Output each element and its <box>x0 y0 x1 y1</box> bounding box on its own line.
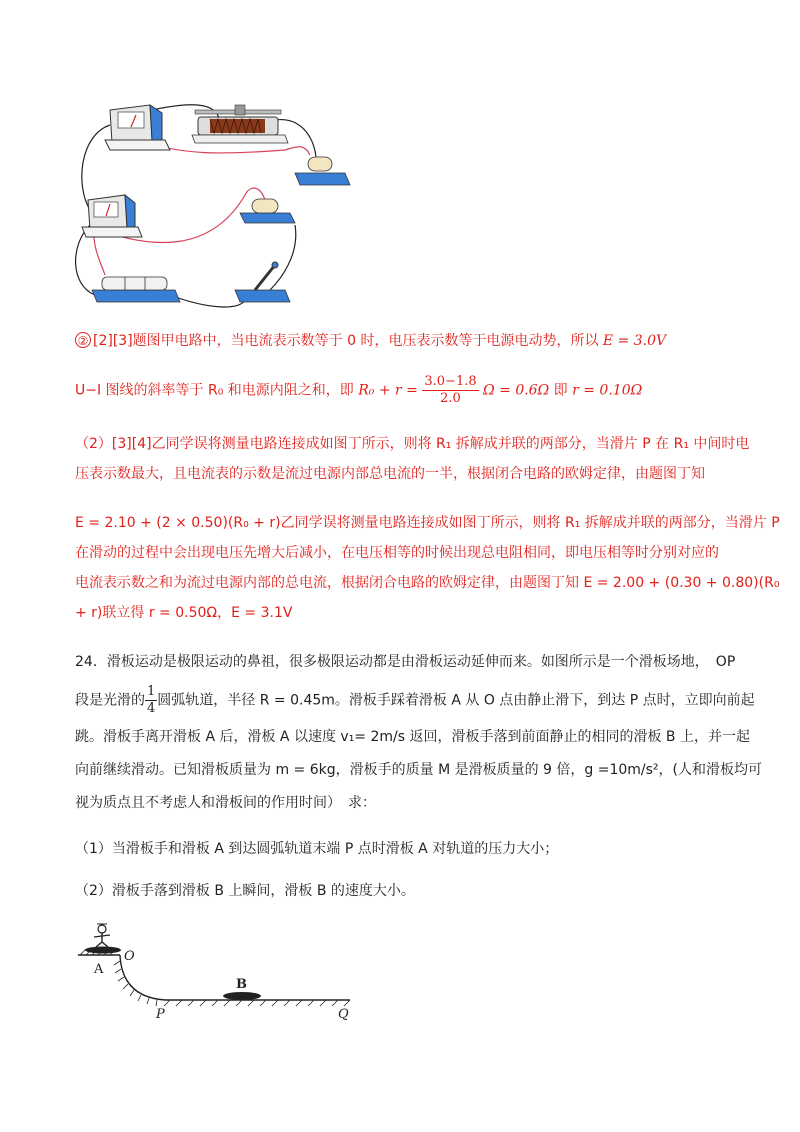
ammeter-icon <box>105 105 170 150</box>
analysis-line-6: 在滑动的过程中会出现电压先增大后减小，在电压相等的时候出现总电阻相同，即电压相等时分别对应的 <box>75 545 719 561</box>
fraction: $\frac{3.0-1.8}{2.0}$ <box>424 374 477 406</box>
analysis-line-4: 压表示数最大，且电流表的示数是流过电源内部总电流的一半，根据闭合电路的欧姆定律，由题图丁知 <box>75 466 705 482</box>
resistor-icon <box>240 199 295 223</box>
quarter-fraction: $\frac{1}{4}$ <box>147 684 156 716</box>
question-line-4: 向前继续滑动。已知滑板质量为 m = 6kg，滑板手的质量 M 是滑板质量的 9 倍，g =10m/s²，(人和滑板均可 <box>75 762 763 778</box>
analysis-line-7: 电流表示数之和为流过电源内部的总电流，根据闭合电路的欧姆定律，由题图丁知 E = 2.00 + (0.30 + 0.80)(R₀ <box>75 575 780 591</box>
resistor-icon <box>295 157 350 185</box>
label-o: O <box>124 949 135 964</box>
analysis-line-1: ② [2][3]题图甲电路中，当电流表示数等于 0 时，电压表示数等于电源电动势，所以 E = 3.0V <box>75 330 666 350</box>
sub-question-2: （2）滑板手落到滑板 B 上瞬间，滑板 B 的速度大小。 <box>75 883 415 899</box>
question-line-5: 视为质点且不考虑人和滑板间的作用时间） 求： <box>75 795 376 811</box>
analysis-line-5: E = 2.10 + (2 × 0.50)(R₀ + r)乙同学误将测量电路连接成如图丁所示，则将 R₁ 拆解成并联的两部分，当滑片 P <box>75 515 780 531</box>
question-line-3: 跳。滑板手离开滑板 A 后，滑板 A 以速度 v₁= 2m/s 返回，滑板手落到前面静止的相同的滑板 B 上，并一起 <box>75 729 750 745</box>
question-line-1: 24．滑板运动是极限运动的鼻祖，很多极限运动都是由滑板运动延伸而来。如图所示是一个滑板场地， OP <box>75 654 736 670</box>
board-b-icon <box>223 992 261 1000</box>
skater-icon <box>85 924 121 954</box>
battery-icon <box>92 277 180 302</box>
switch-icon <box>235 262 290 302</box>
circuit-diagram <box>70 95 360 310</box>
voltmeter-icon <box>82 195 142 237</box>
sub-question-1: （1）当滑板手和滑板 A 到达圆弧轨道末端 P 点时滑板 A 对轨道的压力大小； <box>75 841 559 857</box>
question-line-2: 段是光滑的 $\frac{1}{4}$ 圆弧轨道，半径 R = 0.45m。滑板手踩着滑板 A 从 O 点由静止滑下，到达 P 点时，立即向前起 <box>75 684 755 716</box>
rheostat-icon <box>192 105 288 143</box>
label-q: Q <box>338 1007 349 1022</box>
skate-track-diagram <box>70 915 370 1030</box>
analysis-line-3: （2）[3][4]乙同学误将测量电路连接成如图丁所示，则将 R₁ 拆解成并联的两部分，当滑片 P 在 R₁ 中间时电 <box>75 436 750 452</box>
analysis-line-8: + r)联立得 r = 0.50Ω，E = 3.1V <box>75 605 293 621</box>
label-b: B <box>236 977 247 992</box>
analysis-line-2: U−I 图线的斜率等于 R₀ 和电源内阻之和，即 R₀ + r = $\frac{3.0-1.8}{2.0}$ Ω = 0.6Ω 即 r = 0.10Ω <box>75 374 643 406</box>
label-p: P <box>156 1007 165 1022</box>
label-a: A <box>94 962 104 977</box>
